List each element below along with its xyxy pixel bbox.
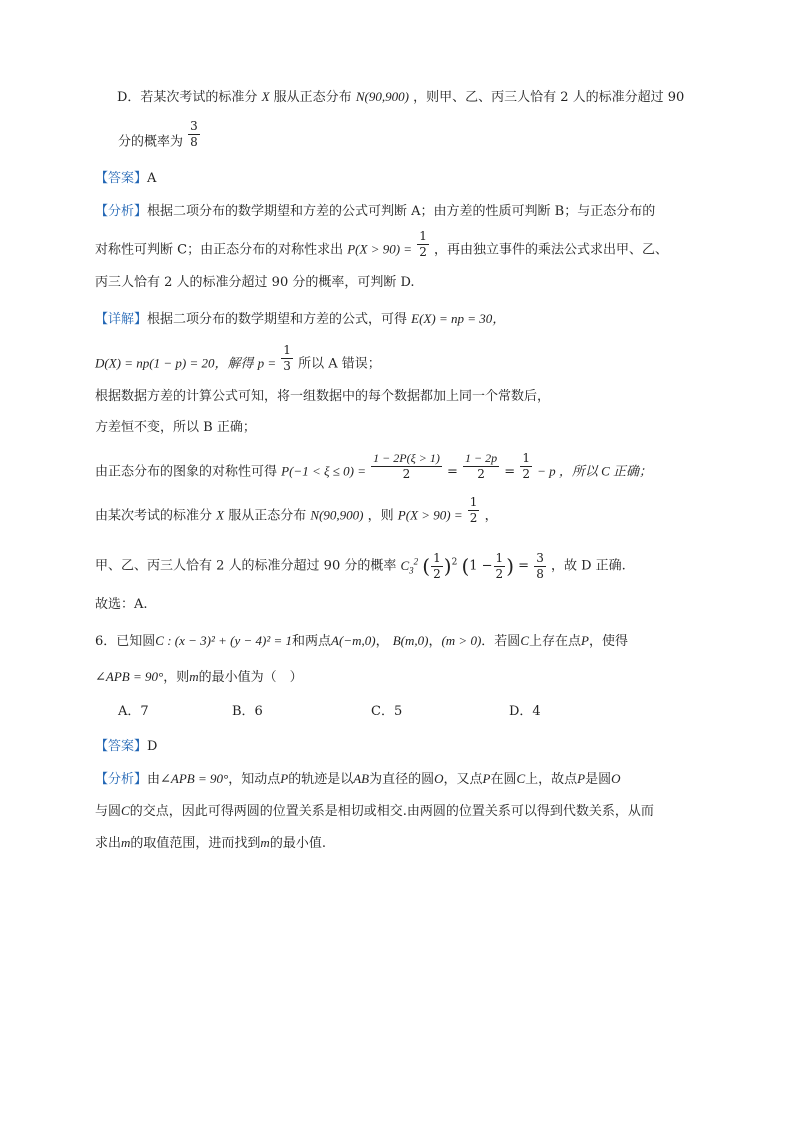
text: 根据二项分布的数学期望和方差的公式，可得 xyxy=(147,312,408,327)
math-expr: E(X) = np = 30， xyxy=(411,311,506,326)
var-p: P xyxy=(482,771,491,786)
fraction xyxy=(463,452,499,480)
var-p: P xyxy=(577,771,586,786)
text: 的交点，因此可得两圆的位置关系是相切或相交.由两圆的位置关系可以得到代数关系，从而 xyxy=(129,804,654,819)
math-expr: P(−1 < ξ ≤ 0) = xyxy=(281,463,367,479)
text: 与圆 xyxy=(95,804,122,819)
var-c: C xyxy=(516,771,526,786)
fraction xyxy=(281,344,293,372)
math-expr: D(X) = np(1 − p) = 20，解得 xyxy=(95,355,254,371)
frac-den: 2 xyxy=(419,244,427,259)
text: 由 xyxy=(147,772,161,787)
text: D．若某次考试的标准分 xyxy=(117,90,258,105)
math-expr: p = xyxy=(257,355,277,371)
var-p: P xyxy=(581,633,589,648)
text: 为直径的圆 xyxy=(369,772,435,787)
detail-5-line1 xyxy=(95,312,505,326)
var-o: O xyxy=(611,771,621,786)
text: ．若圆 xyxy=(481,634,521,649)
text: 求出 xyxy=(95,836,122,851)
frac-den: 2 xyxy=(522,466,530,481)
math-expr: ∠APB = 90° xyxy=(95,669,164,684)
analysis-5-line1 xyxy=(95,205,655,218)
frac-num: 1 − 2P(ξ > 1) xyxy=(373,451,440,465)
math-dist: N(90,900) xyxy=(355,89,409,104)
analysis-6-line1 xyxy=(95,772,621,786)
question-6-line2 xyxy=(95,670,303,684)
text: 上，故点 xyxy=(525,772,578,787)
answer-value: D xyxy=(147,739,158,754)
option-d-line2 xyxy=(118,119,201,156)
fraction xyxy=(371,452,442,480)
math-expr: A(−m,0) xyxy=(331,633,376,648)
var-m: m xyxy=(121,835,131,850)
text: 故选：A. xyxy=(95,597,148,612)
math-expr: P(X > 90) = xyxy=(347,241,413,257)
frac-num: 1 xyxy=(522,451,530,465)
var-p: P xyxy=(280,771,289,786)
detail-5-line5: 由正态分布的图象的对称性可得 P(−1 < ξ ≤ 0) = $\frac{1 - 2P(\xi > 1)}{2}$ = $\frac{1 - 2p}{2}$ = $\frac{1}{2}$ − p ，所以 C 正确； xyxy=(95,451,653,481)
answer-label: 【答案】 xyxy=(95,739,148,754)
var-o: O xyxy=(434,771,444,786)
detail-5-line7: 甲、乙、丙三人恰有 2 人的标准分超过 90 分的概率 $C_3^2$ ( $\frac{1}{2}$ )$^2$ (1 − $\frac{1}{2}$ ) = $\frac{3}{8}$ ，故 D 正确. xyxy=(95,551,626,581)
text: ，再由独立事件的乘法公式求出甲、乙、 xyxy=(434,242,669,258)
fraction: $\frac{3}{8}$ xyxy=(536,551,544,581)
text: 服从正态分布 xyxy=(228,508,307,524)
detail-5-line3 xyxy=(95,390,550,403)
detail-5-conclusion xyxy=(95,598,148,611)
frac-num: 1 xyxy=(469,495,478,509)
analysis-5-line3 xyxy=(95,276,415,289)
answer-5 xyxy=(95,172,156,185)
text: 是圆 xyxy=(585,772,612,787)
math-expr: C : (x − 3)² + (y − 4)² = 1 xyxy=(155,633,293,648)
text: 甲、乙、丙三人恰有 2 人的标准分超过 90 分的概率 xyxy=(95,558,397,574)
text: 服从正态分布 xyxy=(273,90,352,105)
text: 6．已知圆 xyxy=(95,634,156,649)
frac-den: 8 xyxy=(190,134,198,149)
text: 由某次考试的标准分 xyxy=(95,508,213,524)
frac-num: 1 − 2p xyxy=(465,451,498,465)
text: ，故 D 正确. xyxy=(550,558,626,574)
fraction: $\frac{1}{2}$ xyxy=(495,551,504,581)
text: 在圆 xyxy=(490,772,517,787)
var-c: C xyxy=(520,633,529,648)
fraction: $\frac{1}{2}$ xyxy=(433,551,441,581)
math-expr: B(m,0) xyxy=(392,633,429,648)
detail-5-line4 xyxy=(95,421,256,434)
text: 的轨迹是以 xyxy=(288,772,354,787)
detail-5-line6: 由某次考试的标准分 X 服从正态分布 N(90,900) ，则 P(X > 90) = $\frac{1}{2}$ ， xyxy=(95,495,498,525)
fraction xyxy=(468,496,480,524)
var-m: m xyxy=(189,669,199,684)
fraction xyxy=(417,230,429,258)
math-dist: N(90,900) xyxy=(310,507,364,523)
text: 上存在点 xyxy=(528,634,581,649)
text: 丙三人恰有 2 人的标准分超过 90 分的概率，可判断 D. xyxy=(95,275,415,290)
binom-expr: $C_3^2$ xyxy=(400,556,419,576)
answer-value: A xyxy=(147,171,157,186)
option-a: A．7 xyxy=(118,704,149,719)
text: 由正态分布的图象的对称性可得 xyxy=(95,464,278,480)
text: 的最小值. xyxy=(269,836,326,851)
text: 根据数据方差的计算公式可知，将一组数据中的每个数据都加上同一个常数后， xyxy=(95,389,551,404)
text: 根据二项分布的数学期望和方差的公式可判断 A；由方差的性质可判断 B；与正态分布的 xyxy=(147,204,656,219)
frac-num: 1 xyxy=(419,229,427,243)
analysis-6-line2 xyxy=(95,804,654,818)
text: ，又点 xyxy=(443,772,483,787)
text: 方差恒不变，所以 B 正确； xyxy=(95,420,256,435)
analysis-label: 【分析】 xyxy=(95,772,148,787)
analysis-6-line3 xyxy=(95,836,326,850)
text: ，则 xyxy=(367,508,394,524)
text: ，则 xyxy=(163,670,190,685)
text: 的取值范围，进而找到 xyxy=(130,836,261,851)
text: ，知动点 xyxy=(228,772,281,787)
fraction xyxy=(188,120,200,148)
analysis-label: 【分析】 xyxy=(95,204,148,219)
answer-label: 【答案】 xyxy=(95,171,148,186)
frac-den: 2 xyxy=(469,510,478,525)
var-ab: AB xyxy=(353,771,370,786)
frac-num: 3 xyxy=(190,119,198,133)
text: 的最小值为（ ） xyxy=(198,670,303,685)
text: ，则甲、乙、丙三人恰有 2 人的标准分超过 90 xyxy=(413,90,685,105)
var-x: X xyxy=(261,89,270,104)
math-expr: (m > 0) xyxy=(441,633,482,648)
option-c: C．5 xyxy=(371,704,403,719)
text: 分的概率为 xyxy=(118,134,184,150)
frac-den: 2 xyxy=(477,466,485,481)
fraction xyxy=(520,452,532,480)
var-m: m xyxy=(260,835,270,850)
text: 对称性可判断 C；由正态分布的对称性求出 xyxy=(95,242,344,258)
text: 和两点 xyxy=(292,634,332,649)
text: − p ，所以 C 正确； xyxy=(537,463,653,479)
detail-5-line2 xyxy=(95,343,381,378)
question-6-line1: 6．已知圆C : (x − 3)² + (y − 4)² = 1和两点A(−m,0)， B(m,0)，(m > 0)．若圆C上存在点P，使得 xyxy=(95,633,628,649)
analysis-5-line2 xyxy=(95,229,669,264)
option-b: B．6 xyxy=(232,704,263,719)
var-c: C xyxy=(121,803,130,818)
var-x: X xyxy=(216,507,225,523)
text: 所以 A 错误； xyxy=(298,356,381,372)
option-d-line1 xyxy=(117,90,684,104)
option-d: D．4 xyxy=(509,704,541,719)
text: ，使得 xyxy=(588,634,628,649)
answer-6 xyxy=(95,740,157,753)
frac-den: 3 xyxy=(283,358,291,373)
frac-num: 1 xyxy=(283,343,291,357)
frac-den: 2 xyxy=(402,466,411,481)
math-expr: P(X > 90) = xyxy=(397,507,463,523)
detail-label: 【详解】 xyxy=(95,312,148,327)
math-expr: ∠APB = 90° xyxy=(160,771,229,786)
